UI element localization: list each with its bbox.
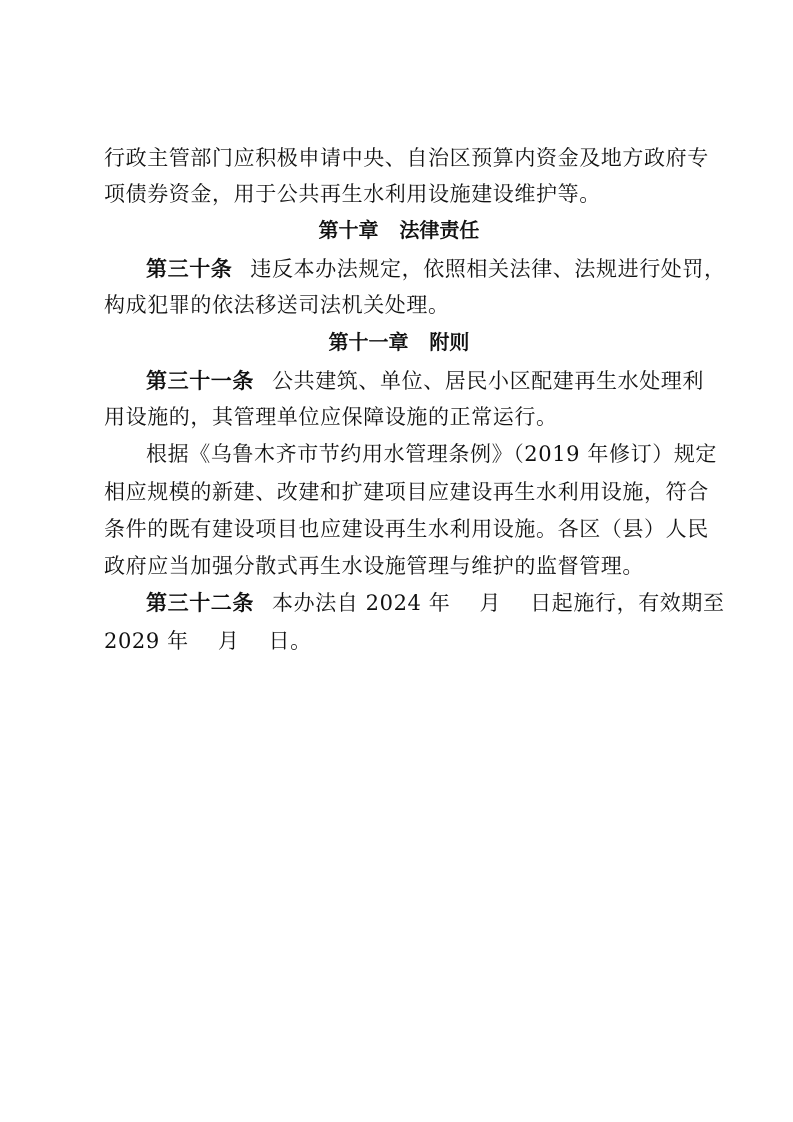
article-32-line-2: 2029 年 月 日。 (104, 629, 312, 653)
article-32-text-1: 本办法自 2024 年 月 日起施行，有效期至 (272, 591, 725, 615)
paragraph-continuation-line-2: 项债券资金，用于公共再生水利用设施建设维护等。 (104, 182, 601, 206)
chapter-10-heading: 第十章 法律责任 (318, 218, 480, 242)
article-31-line-1 (146, 366, 704, 396)
article-32-label: 第三十二条 (146, 591, 254, 615)
article-31-text-1: 公共建筑、单位、居民小区配建再生水处理利 (272, 369, 704, 393)
regulation-paragraph-line-1: 根据《乌鲁木齐市节约用水管理条例》（2019 年修订）规定 (146, 442, 718, 466)
regulation-paragraph-line-2: 相应规模的新建、改建和扩建项目应建设再生水利用设施，符合 (104, 480, 709, 504)
article-30-line-1 (146, 254, 726, 284)
paragraph-continuation-line-1: 行政主管部门应积极申请中央、自治区预算内资金及地方政府专 (104, 146, 709, 170)
article-30-line-2: 构成犯罪的依法移送司法机关处理。 (104, 293, 450, 317)
regulation-paragraph-line-3: 条件的既有建设项目也应建设再生水利用设施。各区（县）人民 (104, 517, 709, 541)
article-30-text-1: 违反本办法规定，依照相关法律、法规进行处罚， (250, 257, 726, 281)
chapter-11-heading: 第十一章 附则 (328, 330, 470, 354)
article-30-label: 第三十条 (146, 257, 233, 281)
regulation-paragraph-line-4: 政府应当加强分散式再生水设施管理与维护的监督管理。 (104, 554, 644, 578)
article-31-line-2: 用设施的，其管理单位应保障设施的正常运行。 (104, 405, 558, 429)
article-32-line-1 (146, 588, 725, 618)
article-31-label: 第三十一条 (146, 369, 254, 393)
